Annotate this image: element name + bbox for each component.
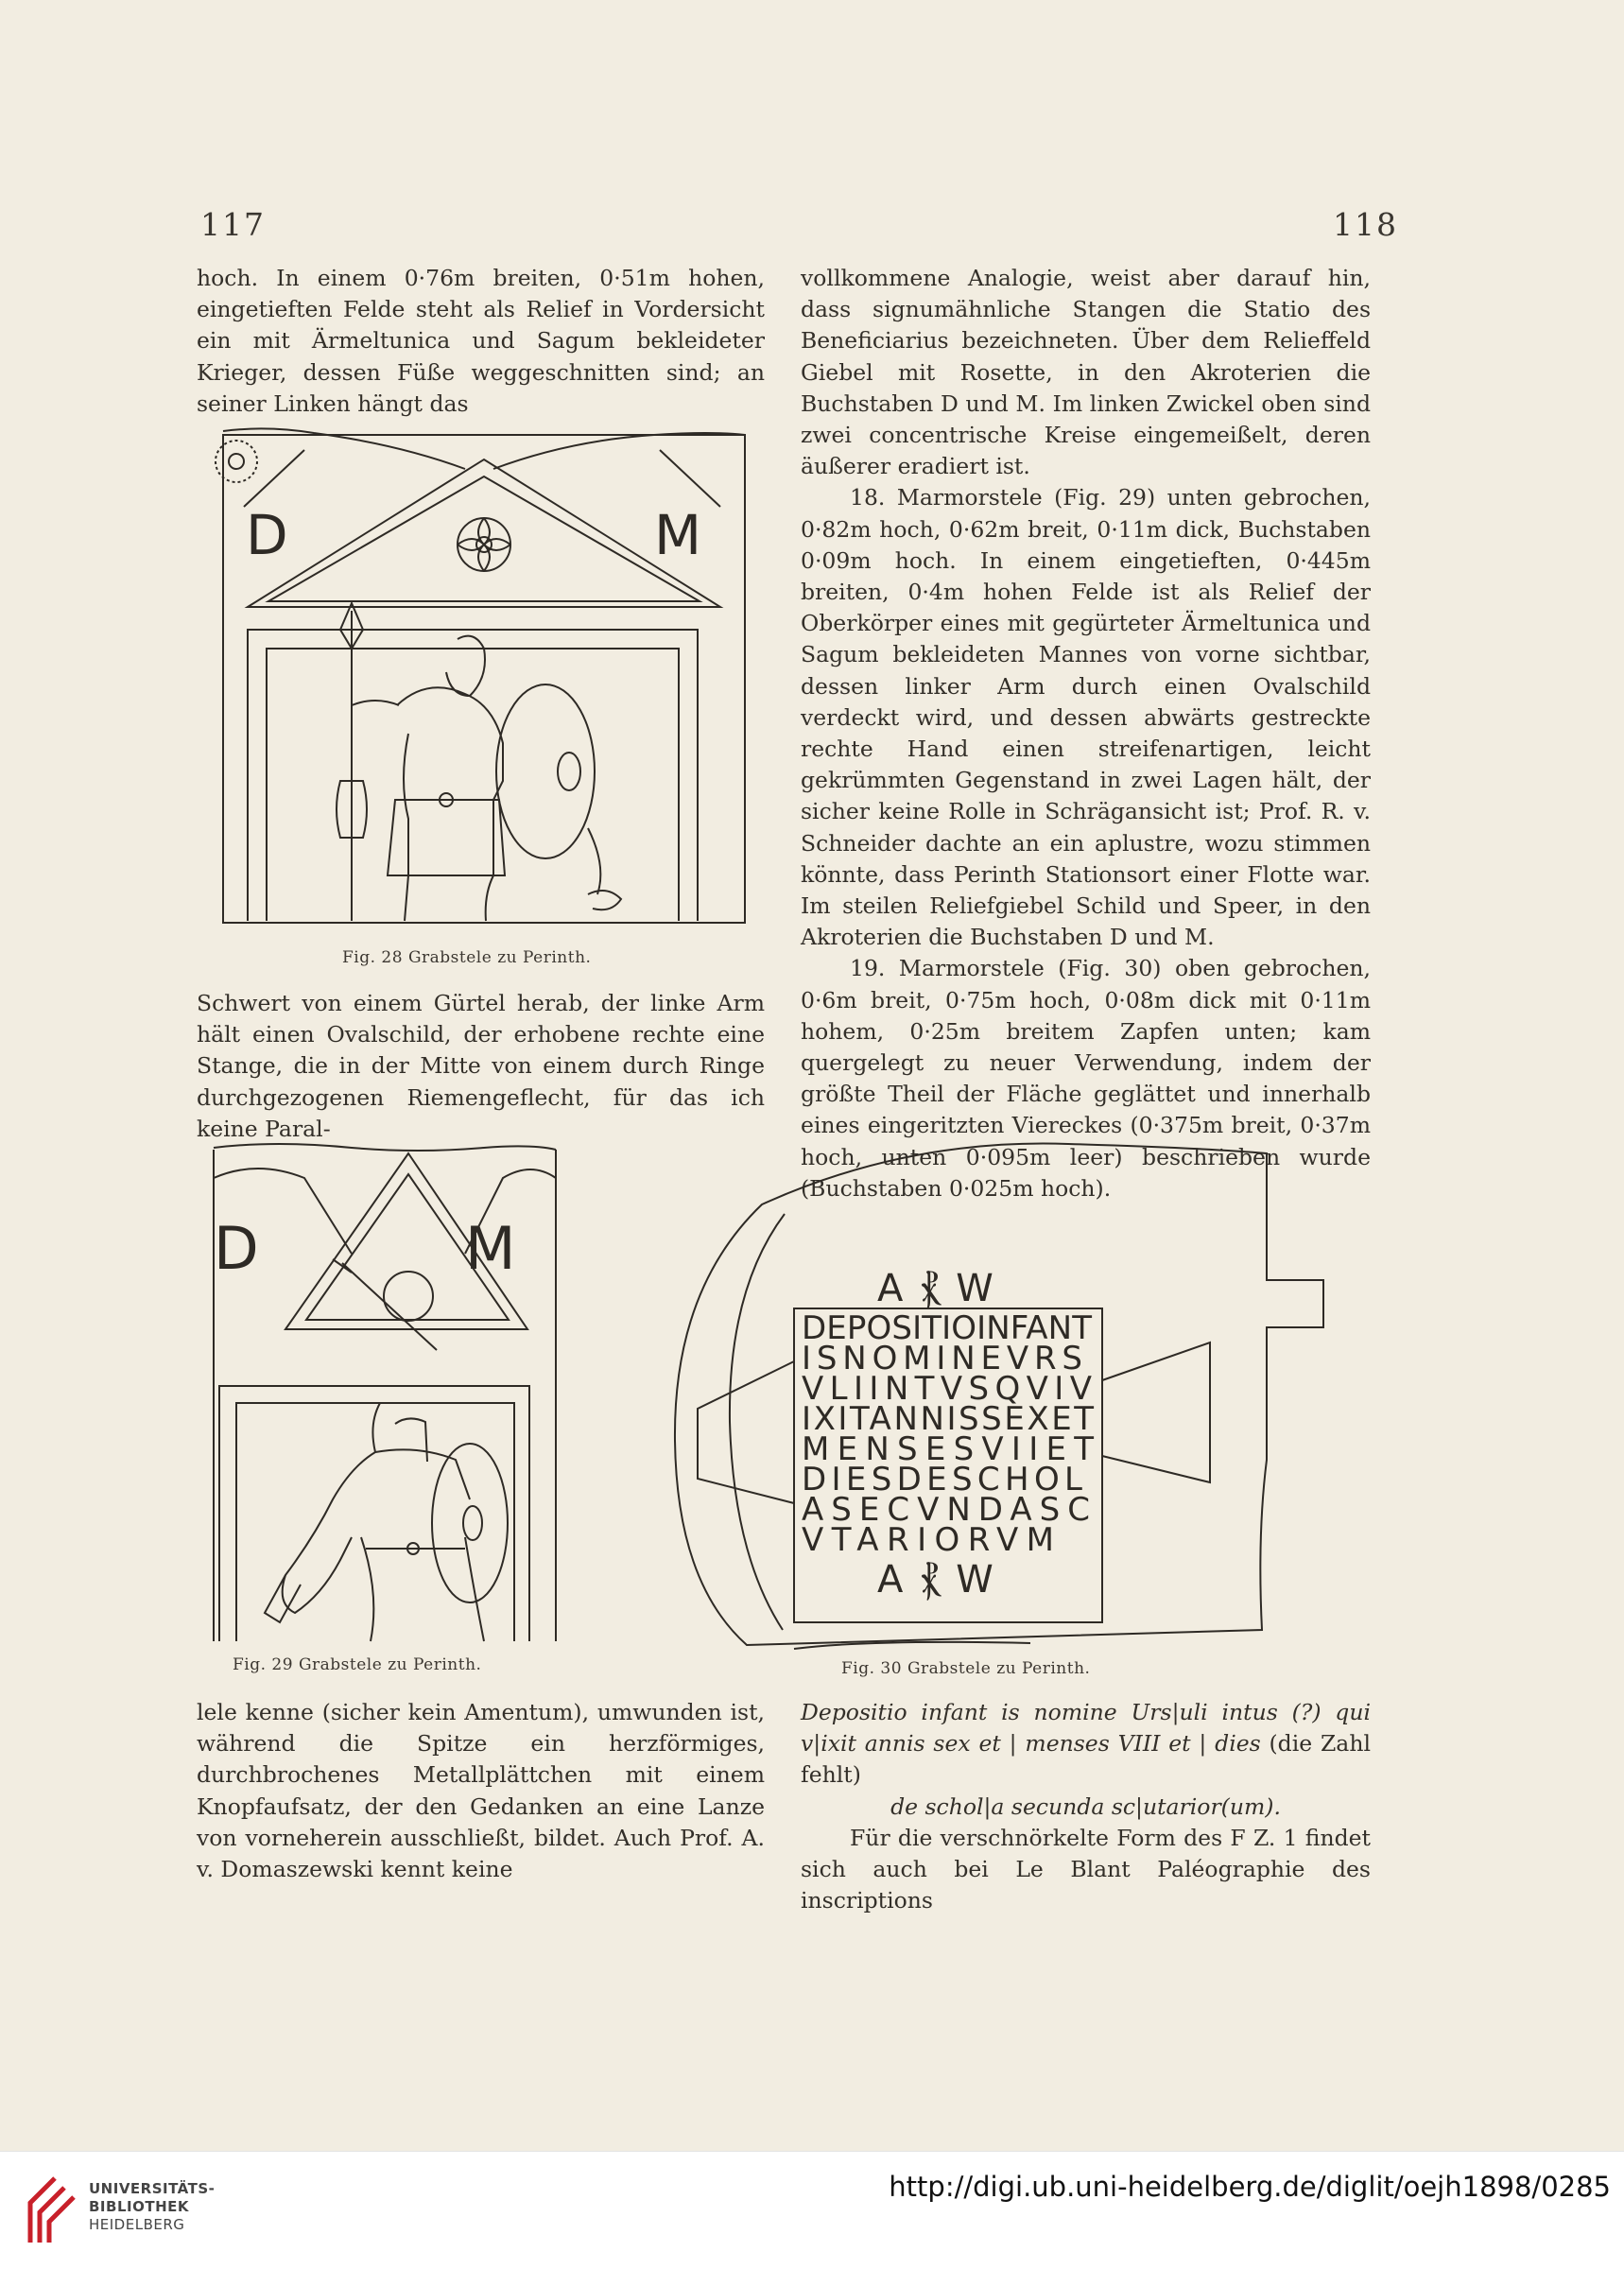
inscription-transcription-part2: de schol|a secunda sc|utarior(um). xyxy=(890,1793,1281,1820)
col2-bottom-text xyxy=(801,1697,1371,1916)
page-number-left: 117 xyxy=(200,206,266,243)
col1-mid-text xyxy=(197,988,765,1145)
fig29-letter-m: M xyxy=(465,1214,516,1283)
paragraph: hoch. In einem 0·76m breiten, 0·51m hohen, eingetieften Felde steht als Relief in Vordersicht ein mit Ärmeltunica und Sagum bekleideter Krieger, dessen Füße weggeschnitten sind; an seiner Linken hängt das xyxy=(197,265,765,417)
fig28-caption: Fig. 28 Grabstele zu Perinth. xyxy=(342,948,592,967)
inscription-line: IXITANNISSEXET xyxy=(802,1400,1097,1438)
library-line3: HEIDELBERG xyxy=(89,2216,185,2233)
paragraph: vollkommene Analogie, weist aber darauf hin, dass signumähnliche Stangen die Statio des Beneficiarius bezeichneten. Über dem Relieffeld Giebel mit Rosette, in den Akroterien die Buchstaben D und M. Im linken Zwickel oben sind zwei concentrische Kreise eingemeißelt, deren äußerer eradiert ist. xyxy=(801,265,1371,480)
fig29-caption: Fig. 29 Grabstele zu Perinth. xyxy=(233,1655,482,1674)
inscription-line: MENSESVIIET xyxy=(802,1430,1097,1468)
library-name xyxy=(89,2180,215,2234)
inscription-line: DIESDESCHOL xyxy=(802,1461,1085,1498)
footer-bar xyxy=(0,2151,1624,2269)
fig30-caption: Fig. 30 Grabstele zu Perinth. xyxy=(841,1659,1091,1678)
library-line2: BIBLIOTHEK xyxy=(89,2198,189,2215)
fig28-drawing xyxy=(210,422,758,932)
fig30-bottom-glyphs: A ⳩ W xyxy=(877,1558,996,1602)
inscription-transcription xyxy=(801,1697,1371,1792)
inscription-line: VLIINTVSQVIV xyxy=(802,1370,1095,1408)
library-logo-icon xyxy=(17,2173,78,2248)
col2-top-text xyxy=(801,263,1371,1204)
fig28-letter-m: M xyxy=(654,503,702,567)
paragraph: 19. Marmorstele (Fig. 30) oben gebrochen, 0·6m breit, 0·75m hoch, 0·08m dick mit 0·11m hohem, 0·25m breitem Zapfen unten; kam quergelegt zu neuer Verwendung, indem der größte Theil der Fläche geglättet und innerhalb eines eingeritzten Viereckes (0·375m breit, 0·37m hoch, unten 0·095m leer) beschrieben wurde (Buchstaben 0·025m hoch). xyxy=(801,955,1371,1202)
inscription-line: DEPOSITIOINFANT xyxy=(802,1309,1095,1347)
inscription-note: (die Zahl fehlt) xyxy=(801,1730,1371,1789)
inscription-line: VTARIORVM xyxy=(802,1521,1057,1559)
inscription-transcription-part1: Depositio infant is nomine Urs|uli intus (?) qui v|ixit annis sex et | menses VIII et | dies xyxy=(801,1699,1371,1758)
page-number-right: 118 xyxy=(1333,206,1398,243)
fig30-top-glyphs: A ⳩ W xyxy=(877,1267,996,1310)
paragraph: lele kenne (sicher kein Amentum), umwunden ist, während die Spitze ein herzförmiges, durchbrochenes Metallplättchen mit einem Knopfaufsatz, der den Gedanken an eine Lanze von vorneherein ausschließt, bildet. Auch Prof. A. v. Domaszewski kennt keine xyxy=(197,1699,765,1883)
fig30-inscription xyxy=(802,1267,1097,1602)
inscription-line: ISNOMINEVRS xyxy=(802,1340,1085,1377)
col1-bottom-text xyxy=(197,1697,765,1885)
fig29-drawing xyxy=(200,1140,569,1649)
permalink-url[interactable]: http://digi.ub.uni-heidelberg.de/diglit/oejh1898/0285 xyxy=(889,2171,1611,2203)
col1-top-text xyxy=(197,263,765,420)
fig29-letter-d: D xyxy=(214,1214,259,1283)
paragraph: Schwert von einem Gürtel herab, der linke Arm hält einen Ovalschild, der erhobene rechte eine Stange, die in der Mitte von einem durch Ringe durchgezogenen Riemengeflecht, für das ich keine Paral- xyxy=(197,990,765,1142)
paragraph: Für die verschnörkelte Form des F Z. 1 findet sich auch bei Le Blant Paléographie des inscriptions xyxy=(801,1824,1371,1914)
paragraph: 18. Marmorstele (Fig. 29) unten gebrochen, 0·82m hoch, 0·62m breit, 0·11m dick, Buchstaben 0·09m hoch. In einem eingetieften, 0·445m breiten, 0·4m hohen Felde ist als Relief der Oberkörper eines mit gegürteter Ärmeltunica und Sagum bekleideten Mannes von vorne sichtbar, dessen linker Arm durch einen Ovalschild verdeckt wird, und dessen abwärts gestreckte rechte Hand einen streifenartigen, leicht gekrümmten Gegenstand in zwei Lagen hält, der sicher keine Rolle in Schrägansicht ist; Prof. R. v. Schneider dachte an ein aplustre, wozu stimmen könnte, dass Perinth Stationsort einer Flotte war. Im steilen Reliefgiebel Schild und Speer, in den Akroterien die Buchstaben D und M. xyxy=(801,484,1371,951)
fig30-drawing xyxy=(671,1138,1371,1653)
inscription-line: ASECVNDASC xyxy=(802,1491,1093,1529)
library-line1: UNIVERSITÄTS- xyxy=(89,2180,216,2197)
fig28-letter-d: D xyxy=(246,503,288,567)
